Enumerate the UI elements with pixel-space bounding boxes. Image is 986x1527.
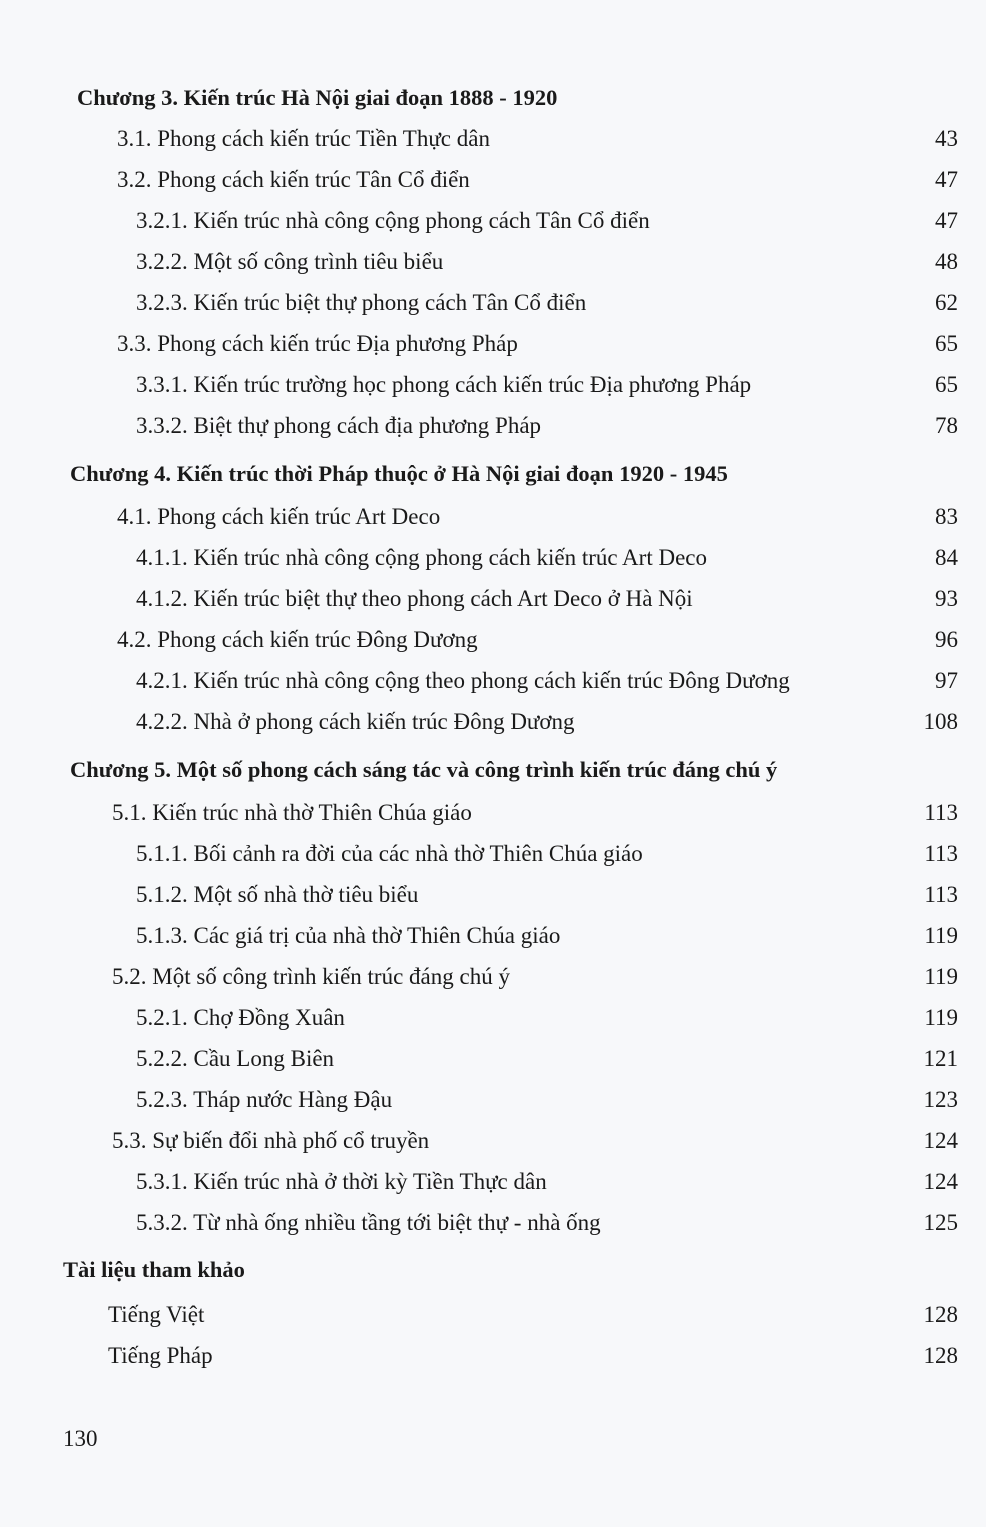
section-title: 3.2. Phong cách kiến trúc Tân Cổ điển [117, 167, 470, 192]
toc-page-number: 128 [923, 1343, 958, 1368]
subsection-title: 4.1.1. Kiến trúc nhà công cộng phong cách kiến trúc Art Deco [136, 545, 707, 570]
toc-subsection [0, 999, 986, 1037]
toc-page-number: 113 [924, 800, 958, 825]
toc-chapter [0, 751, 986, 789]
subsection-title: 3.2.1. Kiến trúc nhà công cộng phong cách Tân Cổ điển [136, 208, 650, 233]
section-title: Tiếng Việt [108, 1302, 205, 1327]
toc-section [0, 161, 986, 199]
toc-page-number: 125 [923, 1210, 958, 1235]
subsection-title: 5.2.3. Tháp nước Hàng Đậu [136, 1087, 393, 1112]
subsection-title: 5.1.2. Một số nhà thờ tiêu biểu [136, 882, 419, 907]
toc-subsection [0, 662, 986, 700]
section-title: 3.1. Phong cách kiến trúc Tiền Thực dân [117, 126, 490, 151]
subsection-title: 4.1.2. Kiến trúc biệt thự theo phong cách Art Deco ở Hà Nội [136, 586, 693, 611]
toc-page-number: 78 [935, 413, 958, 438]
toc-page-number: 113 [924, 882, 958, 907]
toc-page-number: 128 [923, 1302, 958, 1327]
toc-subsection [0, 1081, 986, 1119]
toc-page-number: 119 [924, 923, 958, 948]
toc-page-number: 83 [935, 504, 958, 529]
section-title: 5.2. Một số công trình kiến trúc đáng chú ý [112, 964, 510, 989]
chapter-title: Chương 4. Kiến trúc thời Pháp thuộc ở Hà Nội giai đoạn 1920 - 1945 [70, 461, 728, 486]
toc-page-number: 124 [923, 1128, 958, 1153]
subsection-title: 3.3.1. Kiến trúc trường học phong cách kiến trúc Địa phương Pháp [136, 372, 752, 397]
toc-page-number: 123 [923, 1087, 958, 1112]
toc-page-number: 43 [935, 126, 958, 151]
section-title: 3.3. Phong cách kiến trúc Địa phương Pháp [117, 331, 518, 356]
toc-page-number: 119 [924, 1005, 958, 1030]
subsection-title: 3.2.3. Kiến trúc biệt thự phong cách Tân Cổ điển [136, 290, 587, 315]
toc-page-number: 62 [935, 290, 958, 315]
subsection-title: 3.2.2. Một số công trình tiêu biểu [136, 249, 444, 274]
toc-section [0, 1337, 986, 1375]
toc-page-number: 93 [935, 586, 958, 611]
toc-page-number: 47 [935, 208, 958, 233]
section-title: 5.3. Sự biến đổi nhà phố cổ truyền [112, 1128, 430, 1153]
toc-section [0, 325, 986, 363]
subsection-title: 3.3.2. Biệt thự phong cách địa phương Pháp [136, 413, 542, 438]
toc-page-number: 47 [935, 167, 958, 192]
toc-page-number: 65 [935, 331, 958, 356]
toc-page-number: 124 [923, 1169, 958, 1194]
toc-page-number: 119 [924, 964, 958, 989]
subsection-title: 5.1.3. Các giá trị của nhà thờ Thiên Chúa giáo [136, 923, 561, 948]
toc-subsection [0, 1163, 986, 1201]
toc-page-number: 65 [935, 372, 958, 397]
toc-page-number: 121 [923, 1046, 958, 1071]
toc-chapter [0, 1251, 986, 1289]
toc-subsection [0, 407, 986, 445]
toc-section [0, 958, 986, 996]
toc-subsection [0, 1040, 986, 1078]
chapter-title: Chương 5. Một số phong cách sáng tác và công trình kiến trúc đáng chú ý [70, 757, 778, 782]
toc-subsection [0, 243, 986, 281]
toc-chapter [0, 455, 986, 493]
page-number-footer: 130 [63, 1426, 98, 1451]
toc-subsection [0, 580, 986, 618]
toc-subsection [0, 366, 986, 404]
toc-section [0, 120, 986, 158]
toc-subsection [0, 703, 986, 741]
subsection-title: 5.3.2. Từ nhà ống nhiều tầng tới biệt thự - nhà ống [136, 1210, 601, 1235]
toc-subsection [0, 917, 986, 955]
toc-subsection [0, 876, 986, 914]
subsection-title: 4.2.2. Nhà ở phong cách kiến trúc Đông Dương [136, 709, 575, 734]
toc-subsection [0, 202, 986, 240]
toc-page-number: 48 [935, 249, 958, 274]
section-title: 4.2. Phong cách kiến trúc Đông Dương [117, 627, 478, 652]
toc-subsection [0, 539, 986, 577]
chapter-title: Chương 3. Kiến trúc Hà Nội giai đoạn 1888 - 1920 [77, 85, 558, 110]
toc-page-number: 108 [923, 709, 958, 734]
toc-section [0, 1296, 986, 1334]
toc-subsection [0, 1204, 986, 1242]
toc-subsection [0, 284, 986, 322]
toc-chapter [0, 79, 986, 117]
section-title: 4.1. Phong cách kiến trúc Art Deco [117, 504, 441, 529]
toc-page-number: 84 [935, 545, 958, 570]
toc-section [0, 498, 986, 536]
toc-page-number: 97 [935, 668, 958, 693]
subsection-title: 5.3.1. Kiến trúc nhà ở thời kỳ Tiền Thực dân [136, 1169, 547, 1194]
toc-page-number: 96 [935, 627, 958, 652]
subsection-title: 5.1.1. Bối cảnh ra đời của các nhà thờ Thiên Chúa giáo [136, 841, 643, 866]
subsection-title: 5.2.2. Cầu Long Biên [136, 1046, 335, 1071]
chapter-title: Tài liệu tham khảo [63, 1257, 245, 1282]
section-title: Tiếng Pháp [108, 1343, 213, 1368]
toc-section [0, 1122, 986, 1160]
subsection-title: 5.2.1. Chợ Đồng Xuân [136, 1005, 345, 1030]
toc-section [0, 621, 986, 659]
toc-page-number: 113 [924, 841, 958, 866]
toc-subsection [0, 835, 986, 873]
toc-section [0, 794, 986, 832]
section-title: 5.1. Kiến trúc nhà thờ Thiên Chúa giáo [112, 800, 472, 825]
subsection-title: 4.2.1. Kiến trúc nhà công cộng theo phong cách kiến trúc Đông Dương [136, 668, 790, 693]
